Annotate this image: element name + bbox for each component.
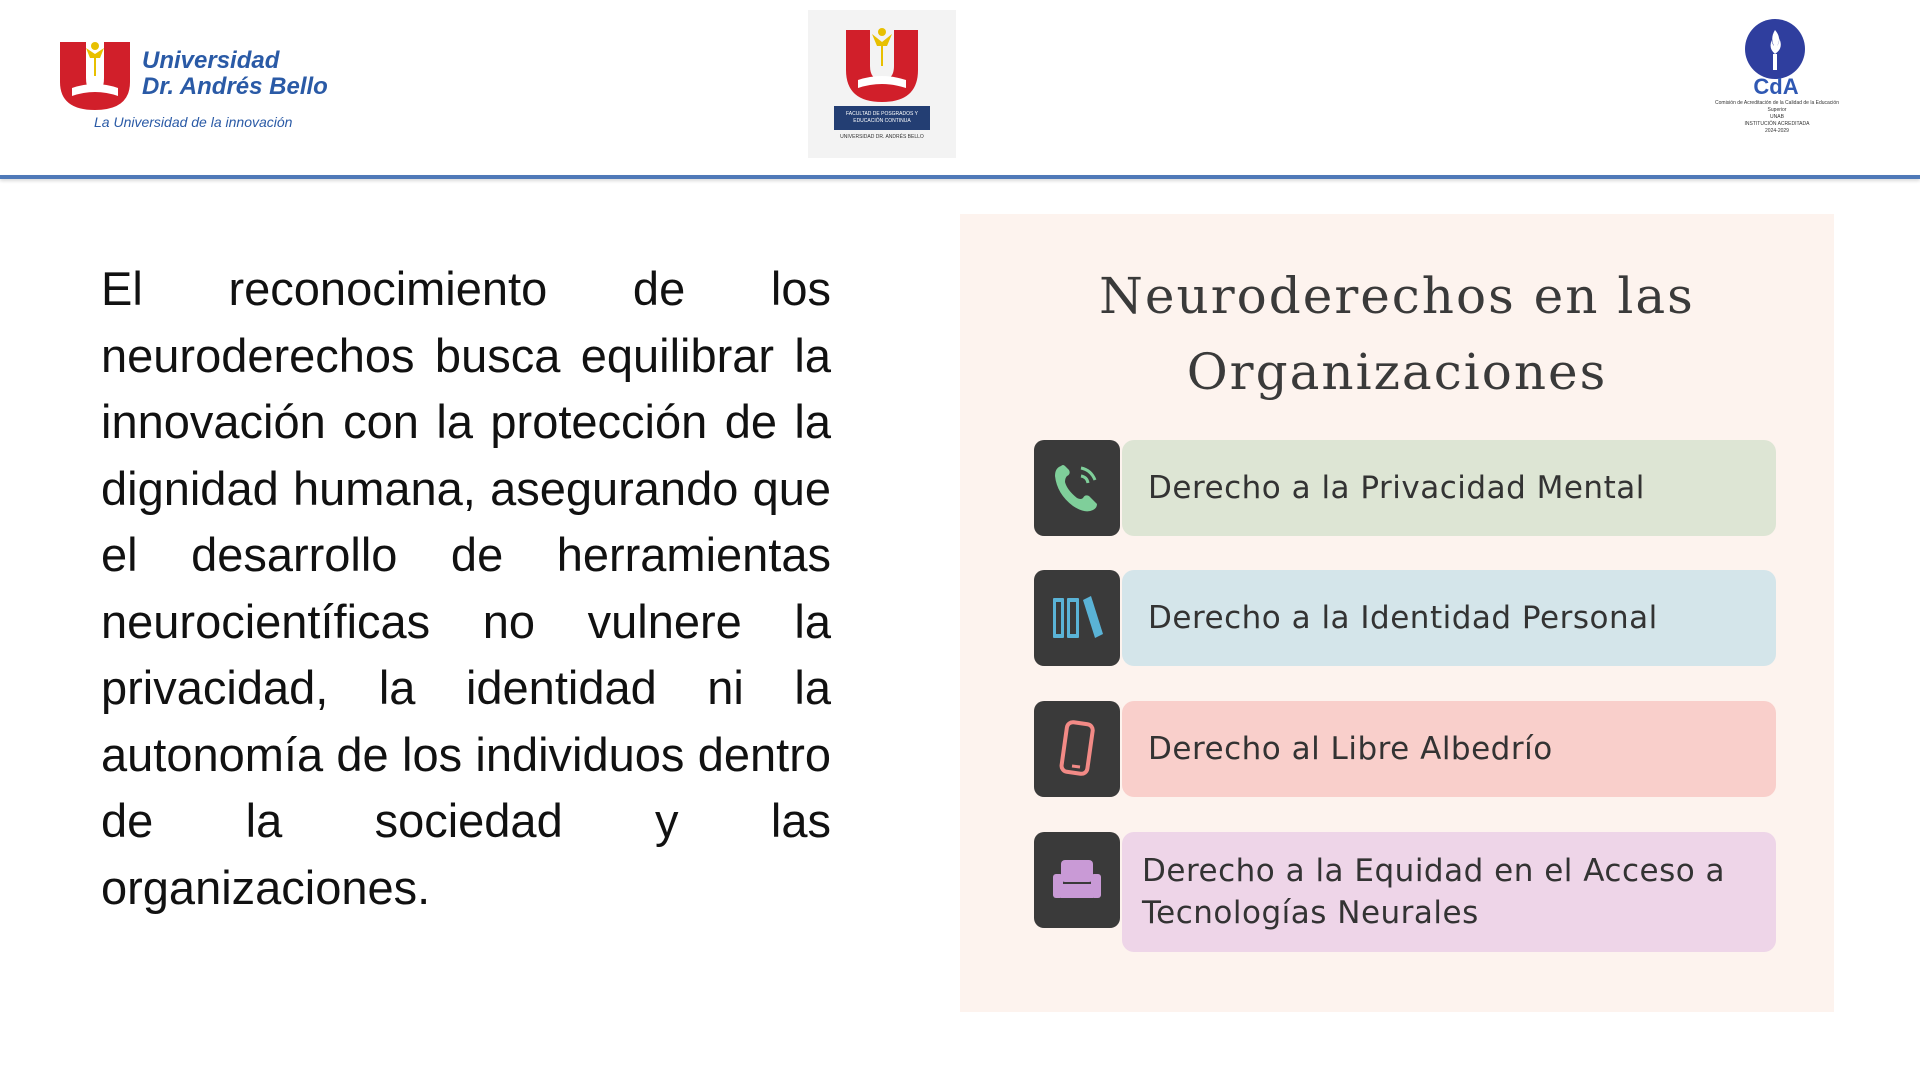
university-name-line1: Universidad [142, 47, 280, 74]
accreditation-torch-icon [1744, 18, 1806, 80]
header-divider [0, 175, 1920, 179]
item-label: Derecho a la Privacidad Mental [1148, 470, 1645, 506]
university-name [142, 48, 328, 100]
accreditation-status: INSTITUCIÓN ACREDITADA [1744, 121, 1810, 127]
item-pill [1122, 440, 1776, 536]
accreditation-logo [1712, 16, 1842, 144]
body-paragraph: El reconocimiento de los neuroderechos busca equilibrar la innovación con la protección de la dignidad humana, asegurando que el desarrollo de herramientas neurocientíficas no vulnere la privacidad, la identidad ni la autonomía de los individuos dentro de la sociedad y las organizaciones. [101, 262, 831, 914]
smartphone-icon [1047, 719, 1107, 779]
panel-title-line1: Neuroderechos en las [1099, 267, 1695, 325]
item-icon-box [1034, 440, 1120, 536]
item-icon-box [1034, 570, 1120, 666]
panel-title [960, 258, 1834, 410]
header [0, 0, 1920, 176]
panel-title-line2: Organizaciones [1186, 343, 1608, 401]
item-label: Derecho a la Identidad Personal [1148, 600, 1658, 636]
accreditation-fine-print [1712, 100, 1842, 135]
item-pill [1122, 701, 1776, 797]
accreditation-institution: UNAB [1770, 114, 1784, 120]
item-icon-box [1034, 832, 1120, 928]
item-label: Derecho a la Equidad en el Acceso a Tecnologías Neurales [1142, 853, 1726, 931]
faculty-emblem-icon [840, 22, 924, 106]
neurorights-panel [960, 214, 1834, 1012]
accreditation-acronym: CdA [1753, 74, 1799, 99]
item-pill [1122, 832, 1776, 952]
university-logo [56, 28, 356, 138]
faculty-logo [808, 10, 956, 158]
university-tagline: La Universidad de la innovación [94, 114, 293, 130]
university-shield-icon [56, 36, 134, 114]
armchair-icon [1047, 850, 1107, 910]
faculty-banner: FACULTAD DE POSGRADOS Y EDUCACIÓN CONTINUA [834, 106, 930, 130]
item-pill [1122, 570, 1776, 666]
accreditation-text: Comisión de Acreditación de la Calidad de la Educación Superior [1715, 100, 1839, 113]
accreditation-years: 2024-2029 [1765, 128, 1789, 134]
item-icon-box [1034, 701, 1120, 797]
phone-icon [1047, 458, 1107, 518]
item-label: Derecho al Libre Albedrío [1148, 731, 1553, 767]
books-icon [1047, 588, 1107, 648]
university-name-line2: Dr. Andrés Bello [142, 73, 328, 100]
faculty-sub: UNIVERSIDAD DR. ANDRÉS BELLO [840, 134, 924, 140]
